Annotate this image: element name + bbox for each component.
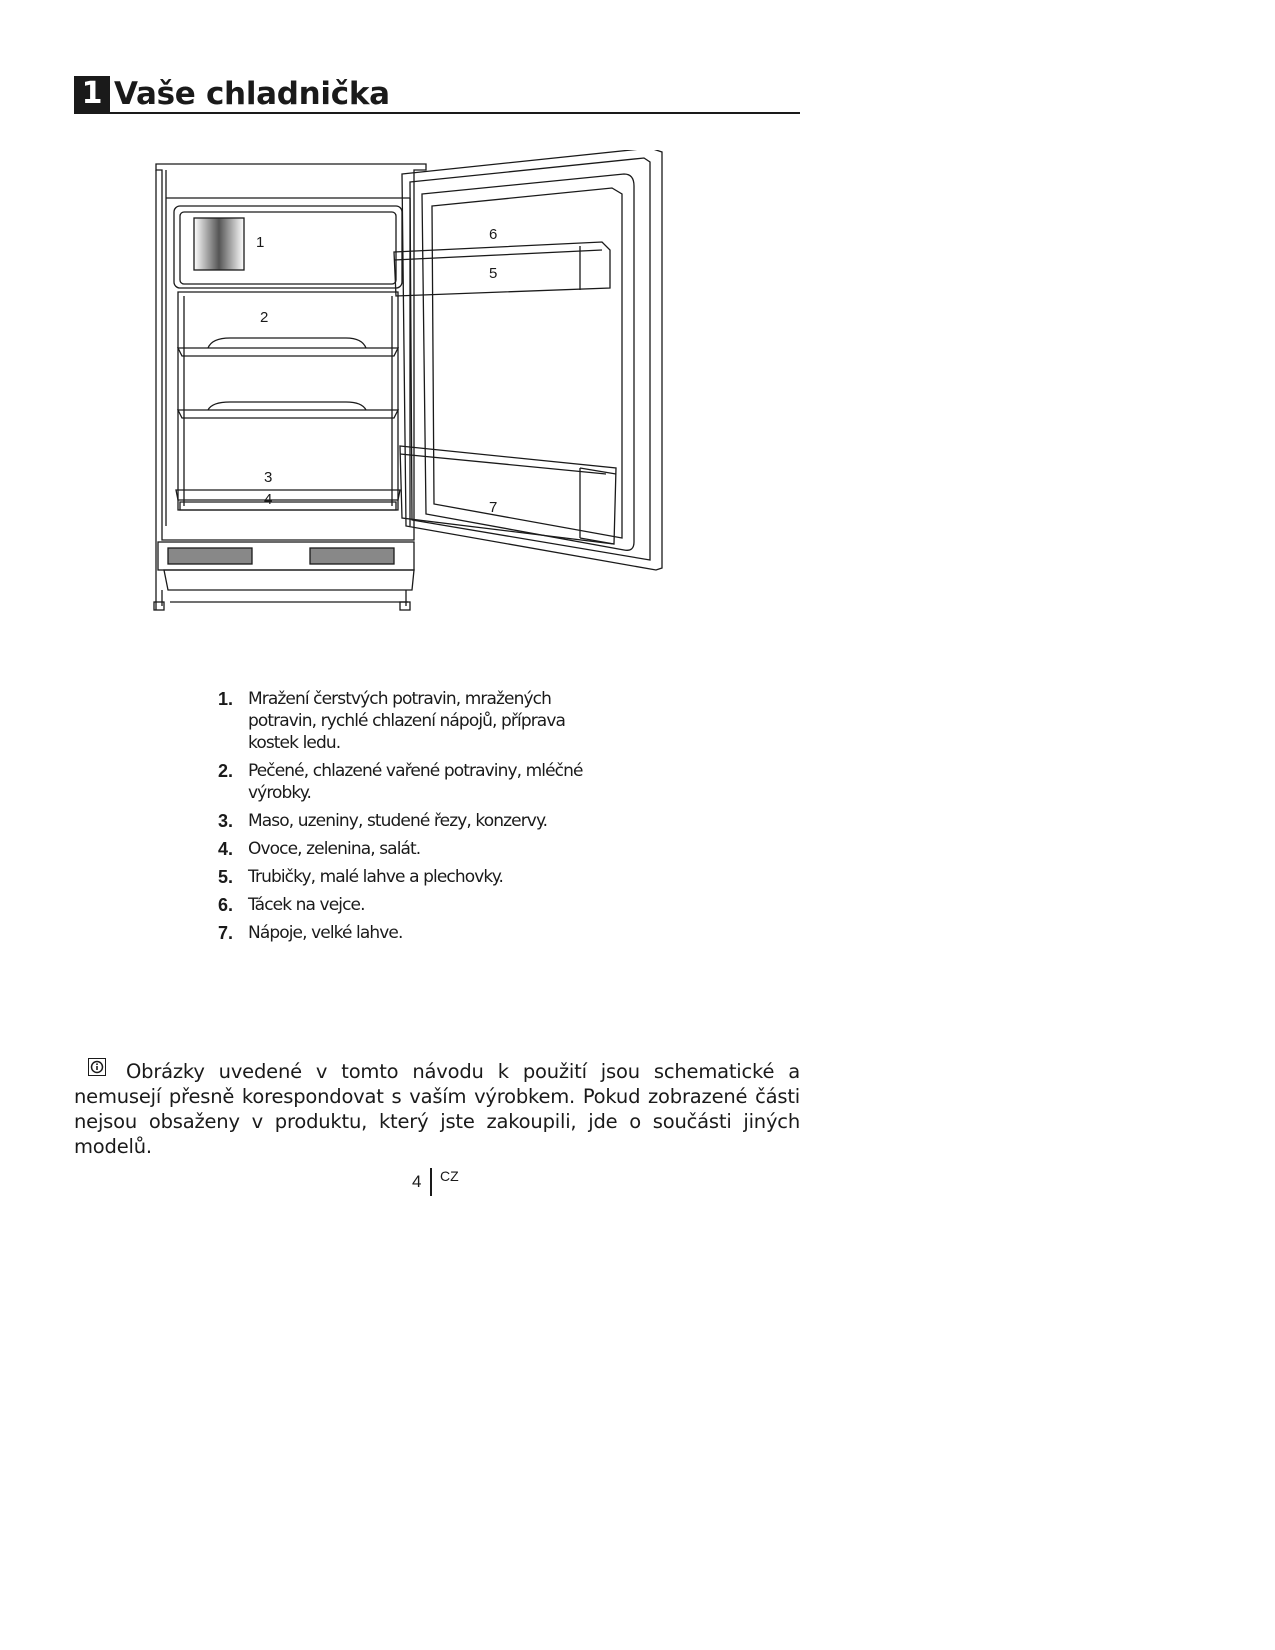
footer-divider (430, 1168, 432, 1196)
legend-item (218, 894, 598, 916)
legend-item (218, 810, 598, 832)
legend-text: Mražení čerstvých potravin, mražených potravin, rychlé chlazení nápojů, příprava kostek ledu. (248, 689, 566, 753)
parts-legend (218, 688, 598, 950)
legend-item (218, 838, 598, 860)
callout-5: 5 (489, 265, 498, 282)
section-heading (74, 74, 800, 114)
legend-text: Maso, uzeniny, studené řezy, konzervy. (248, 811, 548, 831)
legend-number: 3. (218, 811, 234, 831)
callout-4: 4 (264, 491, 273, 508)
callout-1: 1 (256, 234, 265, 251)
legend-text: Trubičky, malé lahve a plechovky. (248, 867, 503, 887)
legend-number: 2. (218, 761, 234, 781)
callout-6: 6 (489, 226, 498, 243)
section-number: 1 (74, 76, 110, 112)
legend-item (218, 688, 598, 754)
legend-item (218, 760, 598, 804)
callout-7: 7 (489, 499, 498, 516)
legend-item (218, 922, 598, 944)
legend-number: 7. (218, 923, 234, 943)
page-number: 4 (412, 1172, 422, 1191)
info-note (74, 1058, 800, 1159)
fridge-illustration (150, 150, 710, 650)
legend-text: Ovoce, zelenina, salát. (248, 839, 421, 859)
legend-item (218, 866, 598, 888)
callout-2: 2 (260, 309, 269, 326)
legend-text: Tácek na vejce. (248, 895, 365, 915)
legend-text: Pečené, chlazené vařené potraviny, mléčné výrobky. (248, 761, 583, 803)
legend-number: 5. (218, 867, 234, 887)
callout-3: 3 (264, 469, 273, 486)
legend-text: Nápoje, velké lahve. (248, 923, 403, 943)
language-code: CZ (440, 1168, 459, 1184)
info-icon (88, 1058, 106, 1076)
section-title: Vaše chladnička (114, 76, 390, 112)
fridge-diagram (150, 150, 710, 650)
legend-number: 6. (218, 895, 234, 915)
legend-number: 1. (218, 689, 234, 709)
page-footer (412, 1168, 512, 1198)
note-text: Obrázky uvedené v tomto návodu k použití jsou schematické a nemusejí přesně korespondovat s vaším výrobkem. Pokud zobrazené části nejsou obsaženy v produktu, který jste zakoupili, jde o součásti jiných modelů. (74, 1060, 800, 1158)
legend-number: 4. (218, 839, 234, 859)
